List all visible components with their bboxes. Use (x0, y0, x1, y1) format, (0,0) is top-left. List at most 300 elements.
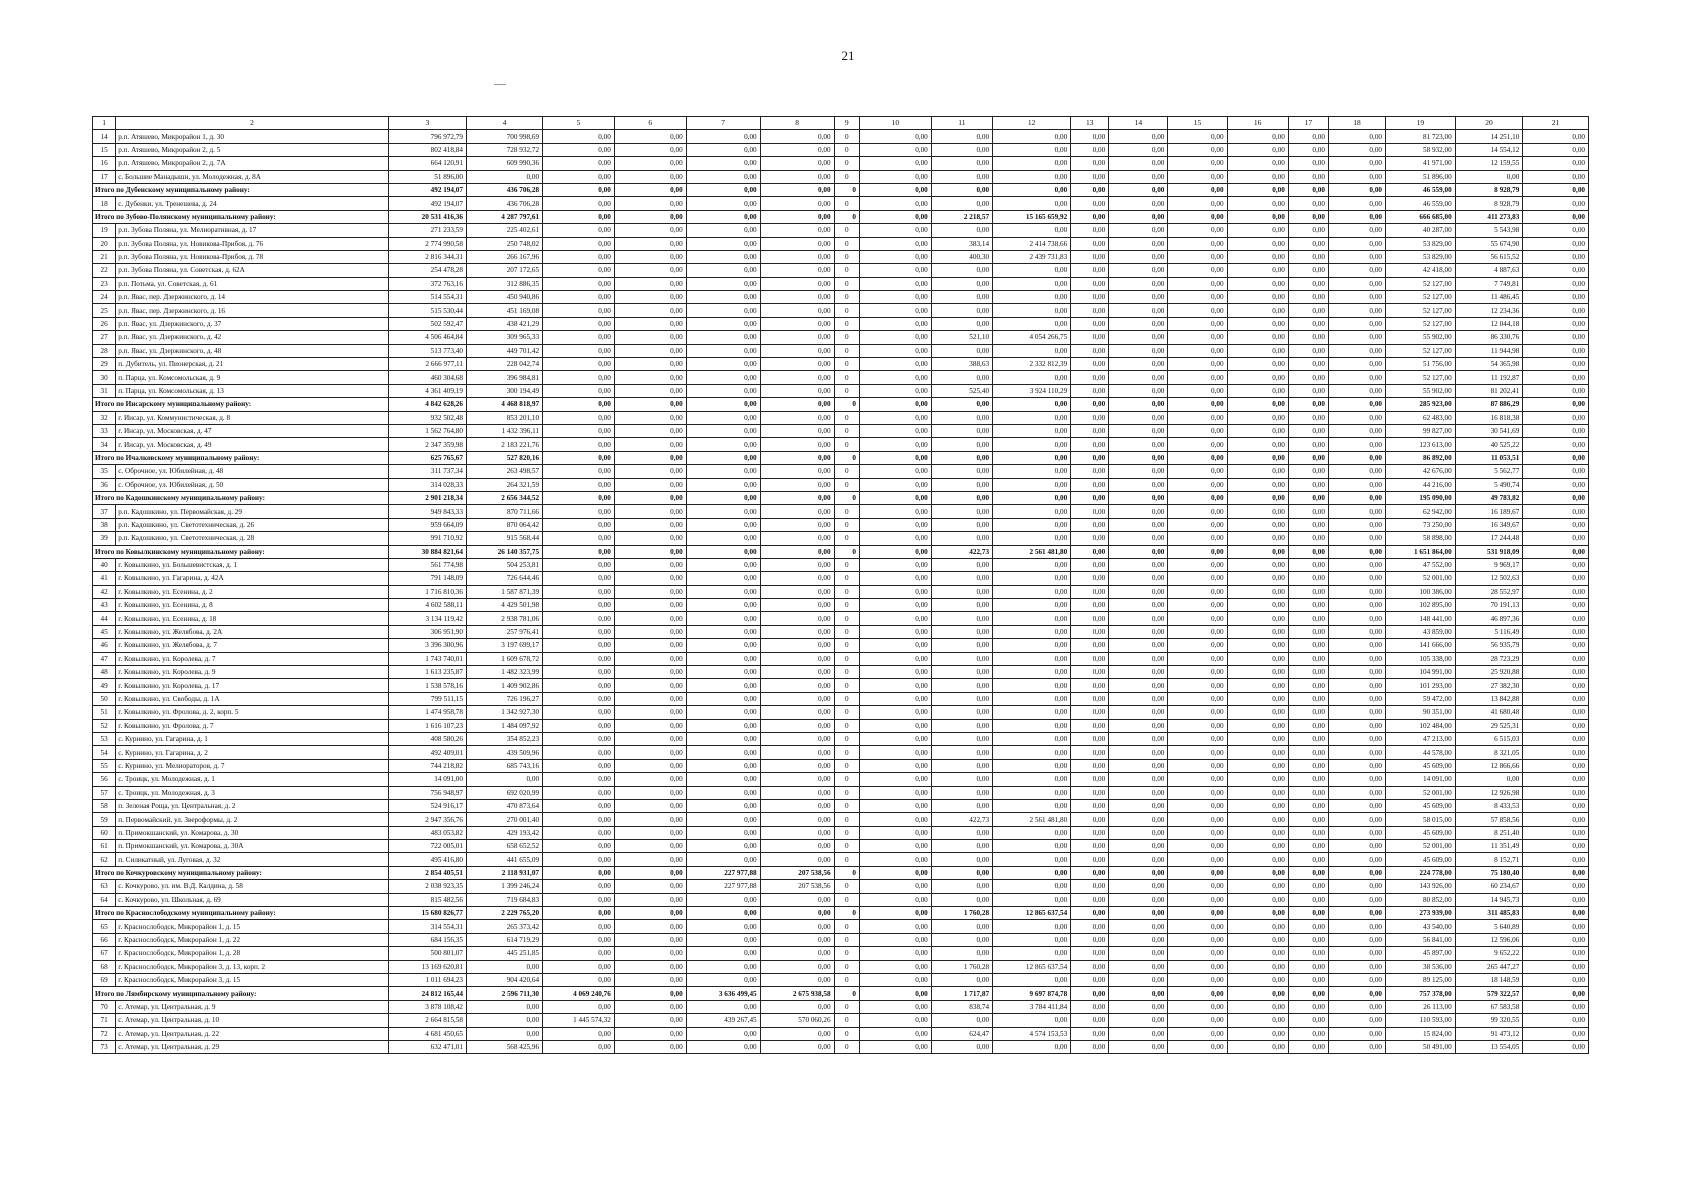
value-cell: 0,00 (1168, 130, 1227, 143)
value-cell: 0,00 (1288, 371, 1328, 384)
register-table (92, 116, 1589, 1054)
value-cell: 0 (834, 304, 859, 317)
value-cell: 0,00 (1071, 746, 1109, 759)
value-cell: 0 (834, 893, 859, 906)
value-cell: 0,00 (1071, 558, 1109, 571)
value-cell: 0,00 (614, 331, 686, 344)
value-cell: 0 (834, 666, 859, 679)
value-cell: 0,00 (931, 826, 992, 839)
value-cell: 0 (834, 170, 859, 183)
value-cell: 0,00 (686, 1027, 760, 1040)
value-cell: 58 898,00 (1386, 532, 1456, 545)
total-value-cell: 0,00 (1288, 545, 1328, 558)
column-header: 10 (859, 117, 931, 130)
table-row (93, 639, 1589, 652)
value-cell: 0,00 (1109, 639, 1168, 652)
value-cell: 0,00 (614, 317, 686, 330)
value-cell: 692 020,99 (466, 786, 542, 799)
value-cell: 0,00 (1328, 237, 1385, 250)
value-cell: 0,00 (1227, 344, 1288, 357)
address-cell: г. Ковылкино, ул. Большевистская, д. 1 (116, 558, 389, 571)
value-cell: 0,00 (1523, 277, 1589, 290)
value-cell: 0,00 (1071, 505, 1109, 518)
value-cell: 0,00 (614, 974, 686, 987)
value-cell: 0,00 (1523, 759, 1589, 772)
total-value-cell: 0,00 (1109, 491, 1168, 504)
value-cell: 311 737,34 (388, 465, 466, 478)
value-cell: 0 (834, 706, 859, 719)
value-cell: 2 439 731,83 (993, 250, 1071, 263)
value-cell: 0,00 (1288, 558, 1328, 571)
value-cell: 0,00 (1328, 304, 1385, 317)
value-cell: 0,00 (1288, 853, 1328, 866)
value-cell: 0,00 (1227, 170, 1288, 183)
value-cell: 0,00 (1109, 291, 1168, 304)
value-cell: 0,00 (1071, 317, 1109, 330)
value-cell: 0,00 (1109, 197, 1168, 210)
value-cell: 123 613,00 (1386, 438, 1456, 451)
row-number-cell: 52 (93, 719, 116, 732)
value-cell: 18 148,59 (1455, 974, 1523, 987)
value-cell: 0,00 (614, 625, 686, 638)
value-cell: 0,00 (760, 853, 834, 866)
address-cell: п. Первомайский, ул. Звероформы, д. 2 (116, 813, 389, 826)
value-cell: 0,00 (1328, 465, 1385, 478)
row-number-cell: 35 (93, 465, 116, 478)
value-cell: 11 351,49 (1455, 840, 1523, 853)
table-row (93, 1000, 1589, 1013)
value-cell: 0,00 (931, 130, 992, 143)
table-row (93, 612, 1589, 625)
value-cell: 0,00 (1109, 947, 1168, 960)
value-cell: 429 193,42 (466, 826, 542, 839)
value-cell: 62 942,00 (1386, 505, 1456, 518)
value-cell: 1 399 246,24 (466, 880, 542, 893)
address-cell: г. Ковылкино, ул. Фролова, д. 2, корп. 5 (116, 706, 389, 719)
address-cell: г. Ковылкино, ул. Гагарина, д. 42А (116, 572, 389, 585)
table-row (93, 264, 1589, 277)
value-cell: 0,00 (1523, 732, 1589, 745)
value-cell: 500 801,07 (388, 947, 466, 960)
value-cell: 0,00 (686, 652, 760, 665)
value-cell: 0,00 (614, 384, 686, 397)
value-cell: 0,00 (1288, 826, 1328, 839)
value-cell: 0,00 (614, 291, 686, 304)
value-cell: 0,00 (1071, 304, 1109, 317)
table-row (93, 706, 1589, 719)
row-number-cell: 34 (93, 438, 116, 451)
value-cell: 0,00 (466, 170, 542, 183)
value-cell: 0,00 (760, 358, 834, 371)
total-value-cell: 0,00 (614, 451, 686, 464)
value-cell: 0,00 (543, 947, 615, 960)
value-cell: 12 044,18 (1455, 317, 1523, 330)
value-cell: 0,00 (466, 773, 542, 786)
table-row (93, 358, 1589, 371)
total-value-cell: 0,00 (859, 545, 931, 558)
value-cell: 0,00 (1109, 585, 1168, 598)
value-cell: 372 763,16 (388, 277, 466, 290)
value-cell: 0,00 (1109, 250, 1168, 263)
value-cell: 12 866,66 (1455, 759, 1523, 772)
value-cell: 58 932,00 (1386, 143, 1456, 156)
value-cell: 0,00 (1288, 759, 1328, 772)
row-number-cell: 73 (93, 1040, 116, 1053)
value-cell: 0,00 (1227, 947, 1288, 960)
value-cell: 0,00 (543, 344, 615, 357)
value-cell: 0,00 (1109, 224, 1168, 237)
value-cell: 0,00 (859, 478, 931, 491)
total-value-cell: 0,00 (1071, 451, 1109, 464)
value-cell: 0,00 (543, 358, 615, 371)
value-cell: 0,00 (543, 505, 615, 518)
address-cell: г. Краснослободск, Микрорайон 1, д. 28 (116, 947, 389, 960)
value-cell: 0,00 (1227, 746, 1288, 759)
value-cell: 0,00 (1168, 639, 1227, 652)
row-number-cell: 67 (93, 947, 116, 960)
value-cell: 0,00 (614, 143, 686, 156)
row-number-cell: 41 (93, 572, 116, 585)
value-cell: 0,00 (1071, 599, 1109, 612)
value-cell: 0,00 (614, 585, 686, 598)
value-cell: 0,00 (1328, 291, 1385, 304)
value-cell: 70 191,13 (1455, 599, 1523, 612)
total-value-cell: 0,00 (1071, 398, 1109, 411)
value-cell: 0,00 (1523, 331, 1589, 344)
total-value-cell: 0,00 (859, 907, 931, 920)
value-cell: 0,00 (993, 264, 1071, 277)
value-cell: 0,00 (1071, 639, 1109, 652)
total-value-cell: 0,00 (1071, 491, 1109, 504)
total-value-cell: 0,00 (1168, 545, 1227, 558)
value-cell: 0,00 (1109, 157, 1168, 170)
value-cell: 43 540,00 (1386, 920, 1456, 933)
value-cell: 0,00 (1227, 813, 1288, 826)
value-cell: 0,00 (1328, 813, 1385, 826)
value-cell: 0,00 (1168, 558, 1227, 571)
value-cell: 0 (834, 585, 859, 598)
value-cell: 0,00 (1168, 625, 1227, 638)
total-value-cell: 15 680 826,77 (388, 907, 466, 920)
value-cell: 28 723,29 (1455, 652, 1523, 665)
value-cell: 0,00 (1109, 1000, 1168, 1013)
value-cell: 0,00 (859, 732, 931, 745)
value-cell: 0,00 (543, 746, 615, 759)
value-cell: 0,00 (686, 893, 760, 906)
value-cell: 0,00 (993, 317, 1071, 330)
value-cell: 0,00 (993, 759, 1071, 772)
value-cell: 0,00 (686, 157, 760, 170)
value-cell: 265 447,27 (1455, 960, 1523, 973)
value-cell: 0,00 (614, 264, 686, 277)
value-cell: 0 (834, 157, 859, 170)
value-cell: 0,00 (1523, 840, 1589, 853)
value-cell: 0,00 (931, 585, 992, 598)
total-value-cell: 0,00 (1288, 398, 1328, 411)
total-value-cell: 0,00 (1288, 183, 1328, 196)
value-cell: 0,00 (859, 773, 931, 786)
value-cell: 89 125,00 (1386, 974, 1456, 987)
total-value-cell: 0,00 (686, 907, 760, 920)
value-cell: 0,00 (614, 344, 686, 357)
value-cell: 0 (834, 679, 859, 692)
value-cell: 524 916,17 (388, 799, 466, 812)
value-cell: 0 (834, 732, 859, 745)
value-cell: 0,00 (1168, 411, 1227, 424)
value-cell: 73 250,00 (1386, 518, 1456, 531)
value-cell: 0,00 (1288, 880, 1328, 893)
address-cell: п. Силикатный, ул. Луговая, д. 32 (116, 853, 389, 866)
value-cell: 0,00 (1288, 639, 1328, 652)
value-cell: 0,00 (1168, 759, 1227, 772)
district-total-row (93, 210, 1589, 223)
value-cell: 0,00 (543, 532, 615, 545)
value-cell: 0,00 (760, 411, 834, 424)
value-cell: 492 409,01 (388, 746, 466, 759)
value-cell: 0,00 (993, 974, 1071, 987)
value-cell: 0 (834, 478, 859, 491)
value-cell: 0,00 (686, 960, 760, 973)
total-value-cell: 4 287 797,61 (466, 210, 542, 223)
value-cell: 100 386,00 (1386, 585, 1456, 598)
value-cell: 0,00 (931, 933, 992, 946)
value-cell: 0,00 (1109, 813, 1168, 826)
total-value-cell: 0,00 (931, 866, 992, 879)
value-cell: 0,00 (1109, 237, 1168, 250)
scan-mark (494, 84, 506, 85)
value-cell: 0,00 (760, 1040, 834, 1053)
value-cell: 0,00 (1227, 759, 1288, 772)
value-cell: 0,00 (1227, 732, 1288, 745)
value-cell: 0,00 (993, 411, 1071, 424)
address-cell: с. Дубенки, ул. Тренешева, д. 24 (116, 197, 389, 210)
value-cell: 0 (834, 920, 859, 933)
value-cell: 0,00 (543, 518, 615, 531)
value-cell: 0,00 (931, 732, 992, 745)
value-cell: 0,00 (859, 344, 931, 357)
value-cell: 0,00 (543, 639, 615, 652)
value-cell: 254 478,28 (388, 264, 466, 277)
row-number-cell: 55 (93, 759, 116, 772)
value-cell: 0 (834, 625, 859, 638)
total-value-cell: 0 (834, 545, 859, 558)
value-cell: 0 (834, 1040, 859, 1053)
table-row (93, 960, 1589, 973)
value-cell: 0,00 (543, 880, 615, 893)
value-cell: 0,00 (614, 130, 686, 143)
table-row (93, 291, 1589, 304)
value-cell: 0,00 (1227, 652, 1288, 665)
value-cell: 0,00 (1523, 706, 1589, 719)
value-cell: 0,00 (1523, 465, 1589, 478)
total-value-cell: 0,00 (931, 491, 992, 504)
row-number-cell: 70 (93, 1000, 116, 1013)
value-cell: 271 233,59 (388, 224, 466, 237)
value-cell: 0,00 (1328, 384, 1385, 397)
value-cell: 0,00 (686, 840, 760, 853)
value-cell: 52 127,00 (1386, 317, 1456, 330)
value-cell: 0,00 (1071, 465, 1109, 478)
value-cell: 0,00 (1168, 358, 1227, 371)
value-cell: 0,00 (1109, 264, 1168, 277)
total-value-cell: 26 140 357,75 (466, 545, 542, 558)
address-cell: р.п. Кадошкино, ул. Светотехническая, д. 26 (116, 518, 389, 531)
address-cell: г. Ковылкино, ул. Есенина, д. 18 (116, 612, 389, 625)
value-cell: 0,00 (1071, 1040, 1109, 1053)
value-cell: 0,00 (543, 224, 615, 237)
value-cell: 0,00 (760, 826, 834, 839)
value-cell: 141 666,00 (1386, 639, 1456, 652)
table-row (93, 666, 1589, 679)
value-cell: 265 373,42 (466, 920, 542, 933)
value-cell: 0,00 (614, 612, 686, 625)
value-cell: 0 (834, 143, 859, 156)
value-cell: 0,00 (859, 799, 931, 812)
value-cell: 0,00 (993, 277, 1071, 290)
value-cell: 0,00 (760, 840, 834, 853)
value-cell: 0 (834, 411, 859, 424)
value-cell: 0,00 (859, 465, 931, 478)
value-cell: 0,00 (1168, 478, 1227, 491)
address-cell: р.п. Кадошкино, ул. Светотехническая, д. 28 (116, 532, 389, 545)
value-cell: 0,00 (1109, 933, 1168, 946)
value-cell: 0,00 (1523, 1027, 1589, 1040)
row-number-cell: 32 (93, 411, 116, 424)
value-cell: 0,00 (1227, 532, 1288, 545)
value-cell: 0,00 (1109, 143, 1168, 156)
value-cell: 5 562,77 (1455, 465, 1523, 478)
value-cell: 0,00 (931, 505, 992, 518)
value-cell: 0,00 (931, 277, 992, 290)
value-cell: 0,00 (931, 170, 992, 183)
value-cell: 0 (834, 1027, 859, 1040)
row-number-cell: 37 (93, 505, 116, 518)
row-number-cell: 39 (93, 532, 116, 545)
value-cell: 0,00 (614, 719, 686, 732)
value-cell: 0,00 (1288, 1014, 1328, 1027)
value-cell: 0,00 (1168, 532, 1227, 545)
total-value-cell: 0,00 (859, 451, 931, 464)
value-cell: 0,00 (686, 572, 760, 585)
value-cell: 4 361 409,19 (388, 384, 466, 397)
value-cell: 0,00 (859, 424, 931, 437)
value-cell: 0,00 (859, 143, 931, 156)
value-cell: 0,00 (1109, 732, 1168, 745)
value-cell: 0,00 (686, 424, 760, 437)
value-cell: 0,00 (1523, 773, 1589, 786)
value-cell: 0,00 (931, 746, 992, 759)
total-value-cell: 0,00 (1288, 987, 1328, 1000)
value-cell: 0,00 (1328, 224, 1385, 237)
value-cell: 0,00 (1328, 518, 1385, 531)
district-total-row (93, 987, 1589, 1000)
value-cell: 0,00 (993, 438, 1071, 451)
value-cell: 0,00 (760, 277, 834, 290)
total-value-cell: 4 842 628,26 (388, 398, 466, 411)
value-cell: 0,00 (1288, 666, 1328, 679)
value-cell: 0,00 (1227, 960, 1288, 973)
value-cell: 0,00 (1523, 679, 1589, 692)
value-cell: 0,00 (1328, 411, 1385, 424)
value-cell: 5 116,49 (1455, 625, 1523, 638)
value-cell: 0,00 (760, 505, 834, 518)
value-cell: 4 602 588,11 (388, 599, 466, 612)
total-value-cell: 0,00 (614, 545, 686, 558)
value-cell: 0,00 (760, 170, 834, 183)
value-cell: 80 852,00 (1386, 893, 1456, 906)
value-cell: 0 (834, 130, 859, 143)
value-cell: 0,00 (1168, 853, 1227, 866)
address-cell: с. Курнино, ул. Мелиораторов, д. 7 (116, 759, 389, 772)
value-cell: 0,00 (1109, 532, 1168, 545)
value-cell: 0,00 (1328, 264, 1385, 277)
table-row (93, 1040, 1589, 1053)
value-cell: 0,00 (1071, 652, 1109, 665)
value-cell: 561 774,98 (388, 558, 466, 571)
value-cell: 0,00 (760, 424, 834, 437)
total-value-cell: 0,00 (1288, 866, 1328, 879)
value-cell: 0,00 (931, 706, 992, 719)
total-value-cell: 0,00 (1523, 987, 1589, 1000)
value-cell: 0,00 (859, 826, 931, 839)
value-cell: 0,00 (1227, 505, 1288, 518)
value-cell: 0,00 (1109, 773, 1168, 786)
value-cell: 0,00 (1227, 853, 1288, 866)
value-cell: 521,10 (931, 331, 992, 344)
total-value-cell: 0,00 (1227, 451, 1288, 464)
value-cell: 0,00 (1328, 759, 1385, 772)
total-value-cell: 2 229 765,20 (466, 907, 542, 920)
value-cell: 45 609,00 (1386, 799, 1456, 812)
value-cell: 959 664,09 (388, 518, 466, 531)
value-cell: 0,00 (1523, 652, 1589, 665)
total-value-cell: 0,00 (1523, 907, 1589, 920)
value-cell: 0,00 (760, 933, 834, 946)
value-cell: 0,00 (614, 170, 686, 183)
value-cell: 0 (834, 224, 859, 237)
value-cell: 0,00 (1109, 692, 1168, 705)
value-cell: 52 001,00 (1386, 840, 1456, 853)
value-cell: 11 192,87 (1455, 371, 1523, 384)
value-cell: 0,00 (859, 358, 931, 371)
value-cell: 14 251,10 (1455, 130, 1523, 143)
value-cell: 0,00 (686, 331, 760, 344)
value-cell: 0,00 (760, 558, 834, 571)
value-cell: 0,00 (543, 732, 615, 745)
value-cell: 0,00 (1168, 799, 1227, 812)
value-cell: 0,00 (614, 933, 686, 946)
value-cell: 0,00 (993, 130, 1071, 143)
value-cell: 0,00 (1523, 974, 1589, 987)
value-cell: 0,00 (1227, 358, 1288, 371)
value-cell: 5 490,74 (1455, 478, 1523, 491)
total-value-cell: 0,00 (686, 545, 760, 558)
value-cell: 0,00 (543, 304, 615, 317)
value-cell: 0 (834, 572, 859, 585)
value-cell: 0,00 (543, 291, 615, 304)
value-cell: 0,00 (614, 666, 686, 679)
value-cell: 0,00 (1071, 1014, 1109, 1027)
value-cell: 0,00 (1328, 424, 1385, 437)
value-cell: 0,00 (1227, 719, 1288, 732)
value-cell: 0,00 (931, 679, 992, 692)
value-cell: 0,00 (466, 1027, 542, 1040)
value-cell: 0,00 (859, 746, 931, 759)
value-cell: 0,00 (859, 599, 931, 612)
value-cell: 0,00 (993, 505, 1071, 518)
value-cell: 0,00 (760, 666, 834, 679)
value-cell: 0,00 (686, 679, 760, 692)
